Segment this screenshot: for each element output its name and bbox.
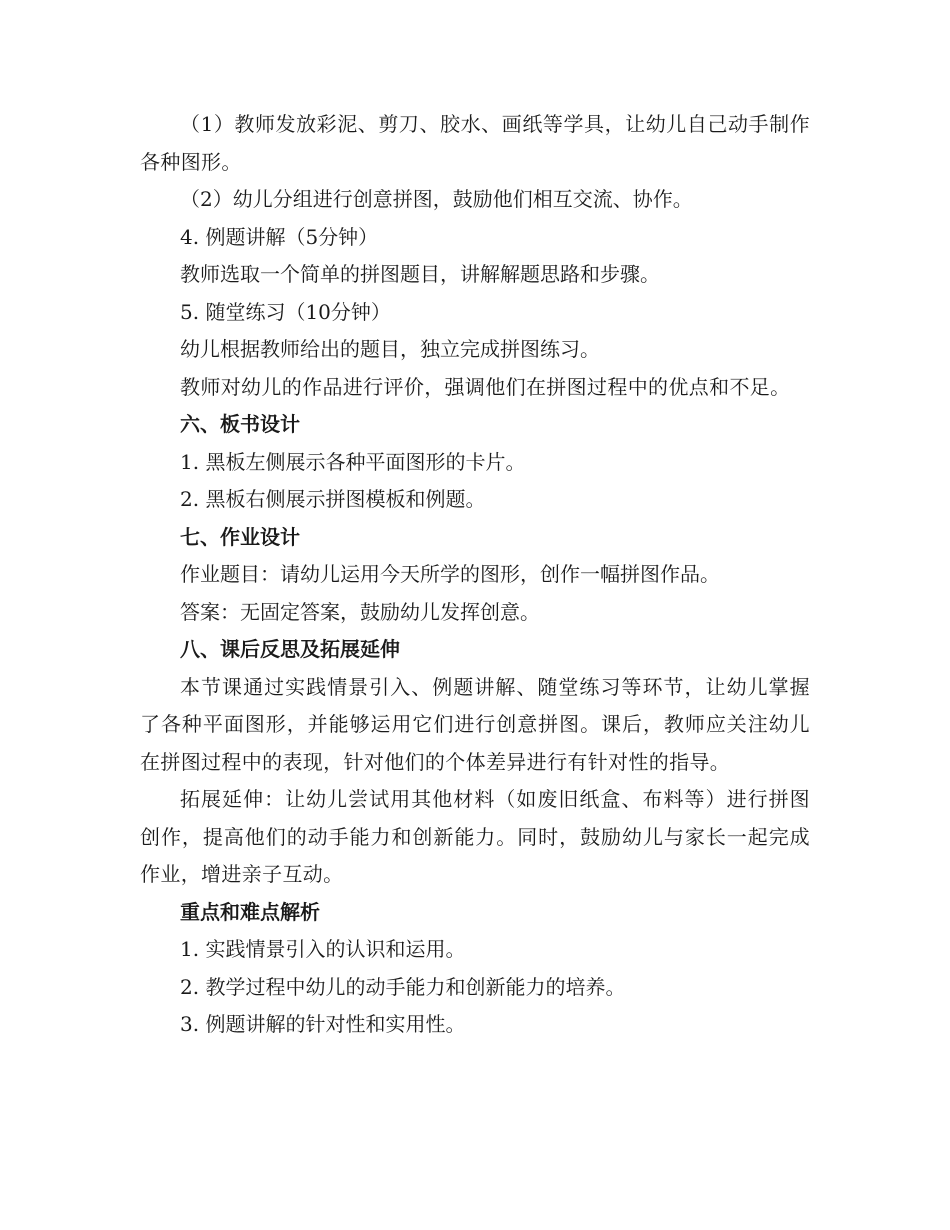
section-heading-key-points: 重点和难点解析 [180,899,320,924]
paragraph-step-3-1: （1）教师发放彩泥、剪刀、胶水、画纸等学具，让幼儿自己动手制作各种图形。 [140,112,810,174]
list-item-blackboard-right: 2. 黑板右侧展示拼图模板和例题。 [180,487,486,511]
paragraph-step-3-2: （2）幼儿分组进行创意拼图，鼓励他们相互交流、协作。 [180,187,693,211]
section-heading-homework: 七、作业设计 [180,524,300,549]
paragraph-homework-task: 作业题目：请幼儿运用今天所学的图形，创作一幅拼图作品。 [180,562,720,586]
list-item-key-point-3: 3. 例题讲解的针对性和实用性。 [180,1012,466,1036]
list-item-blackboard-left: 1. 黑板左侧展示各种平面图形的卡片。 [180,449,526,474]
paragraph-example-explanation: 教师选取一个简单的拼图题目，讲解解题思路和步骤。 [180,262,660,286]
step-4-heading: 4. 例题讲解（5分钟） [180,224,379,249]
paragraph-extension: 拓展延伸：让幼儿尝试用其他材料（如废旧纸盒、布料等）进行拼图创作，提高他们的动手能力和创新能力。同时，鼓励幼儿与家长一起完成作业，增进亲子互动。 [140,787,810,886]
list-item-key-point-2: 2. 教学过程中幼儿的动手能力和创新能力的培养。 [180,974,626,999]
paragraph-practice: 幼儿根据教师给出的题目，独立完成拼图练习。 [180,337,600,361]
paragraph-evaluation: 教师对幼儿的作品进行评价，强调他们在拼图过程中的优点和不足。 [180,374,791,399]
document-page [140,106,810,1044]
section-heading-blackboard: 六、板书设计 [180,412,300,436]
paragraph-homework-answer: 答案：无固定答案，鼓励幼儿发挥创意。 [180,599,540,624]
section-heading-reflection: 八、课后反思及拓展延伸 [180,637,400,661]
step-5-heading: 5. 随堂练习（10分钟） [180,299,391,324]
paragraph-reflection: 本节课通过实践情景引入、例题讲解、随堂练习等环节，让幼儿掌握了各种平面图形，并能够运用它们进行创意拼图。课后，教师应关注幼儿在拼图过程中的表现，针对他们的个体差异进行有针对性的指导。 [140,674,810,774]
list-item-key-point-1: 1. 实践情景引入的认识和运用。 [180,937,466,961]
